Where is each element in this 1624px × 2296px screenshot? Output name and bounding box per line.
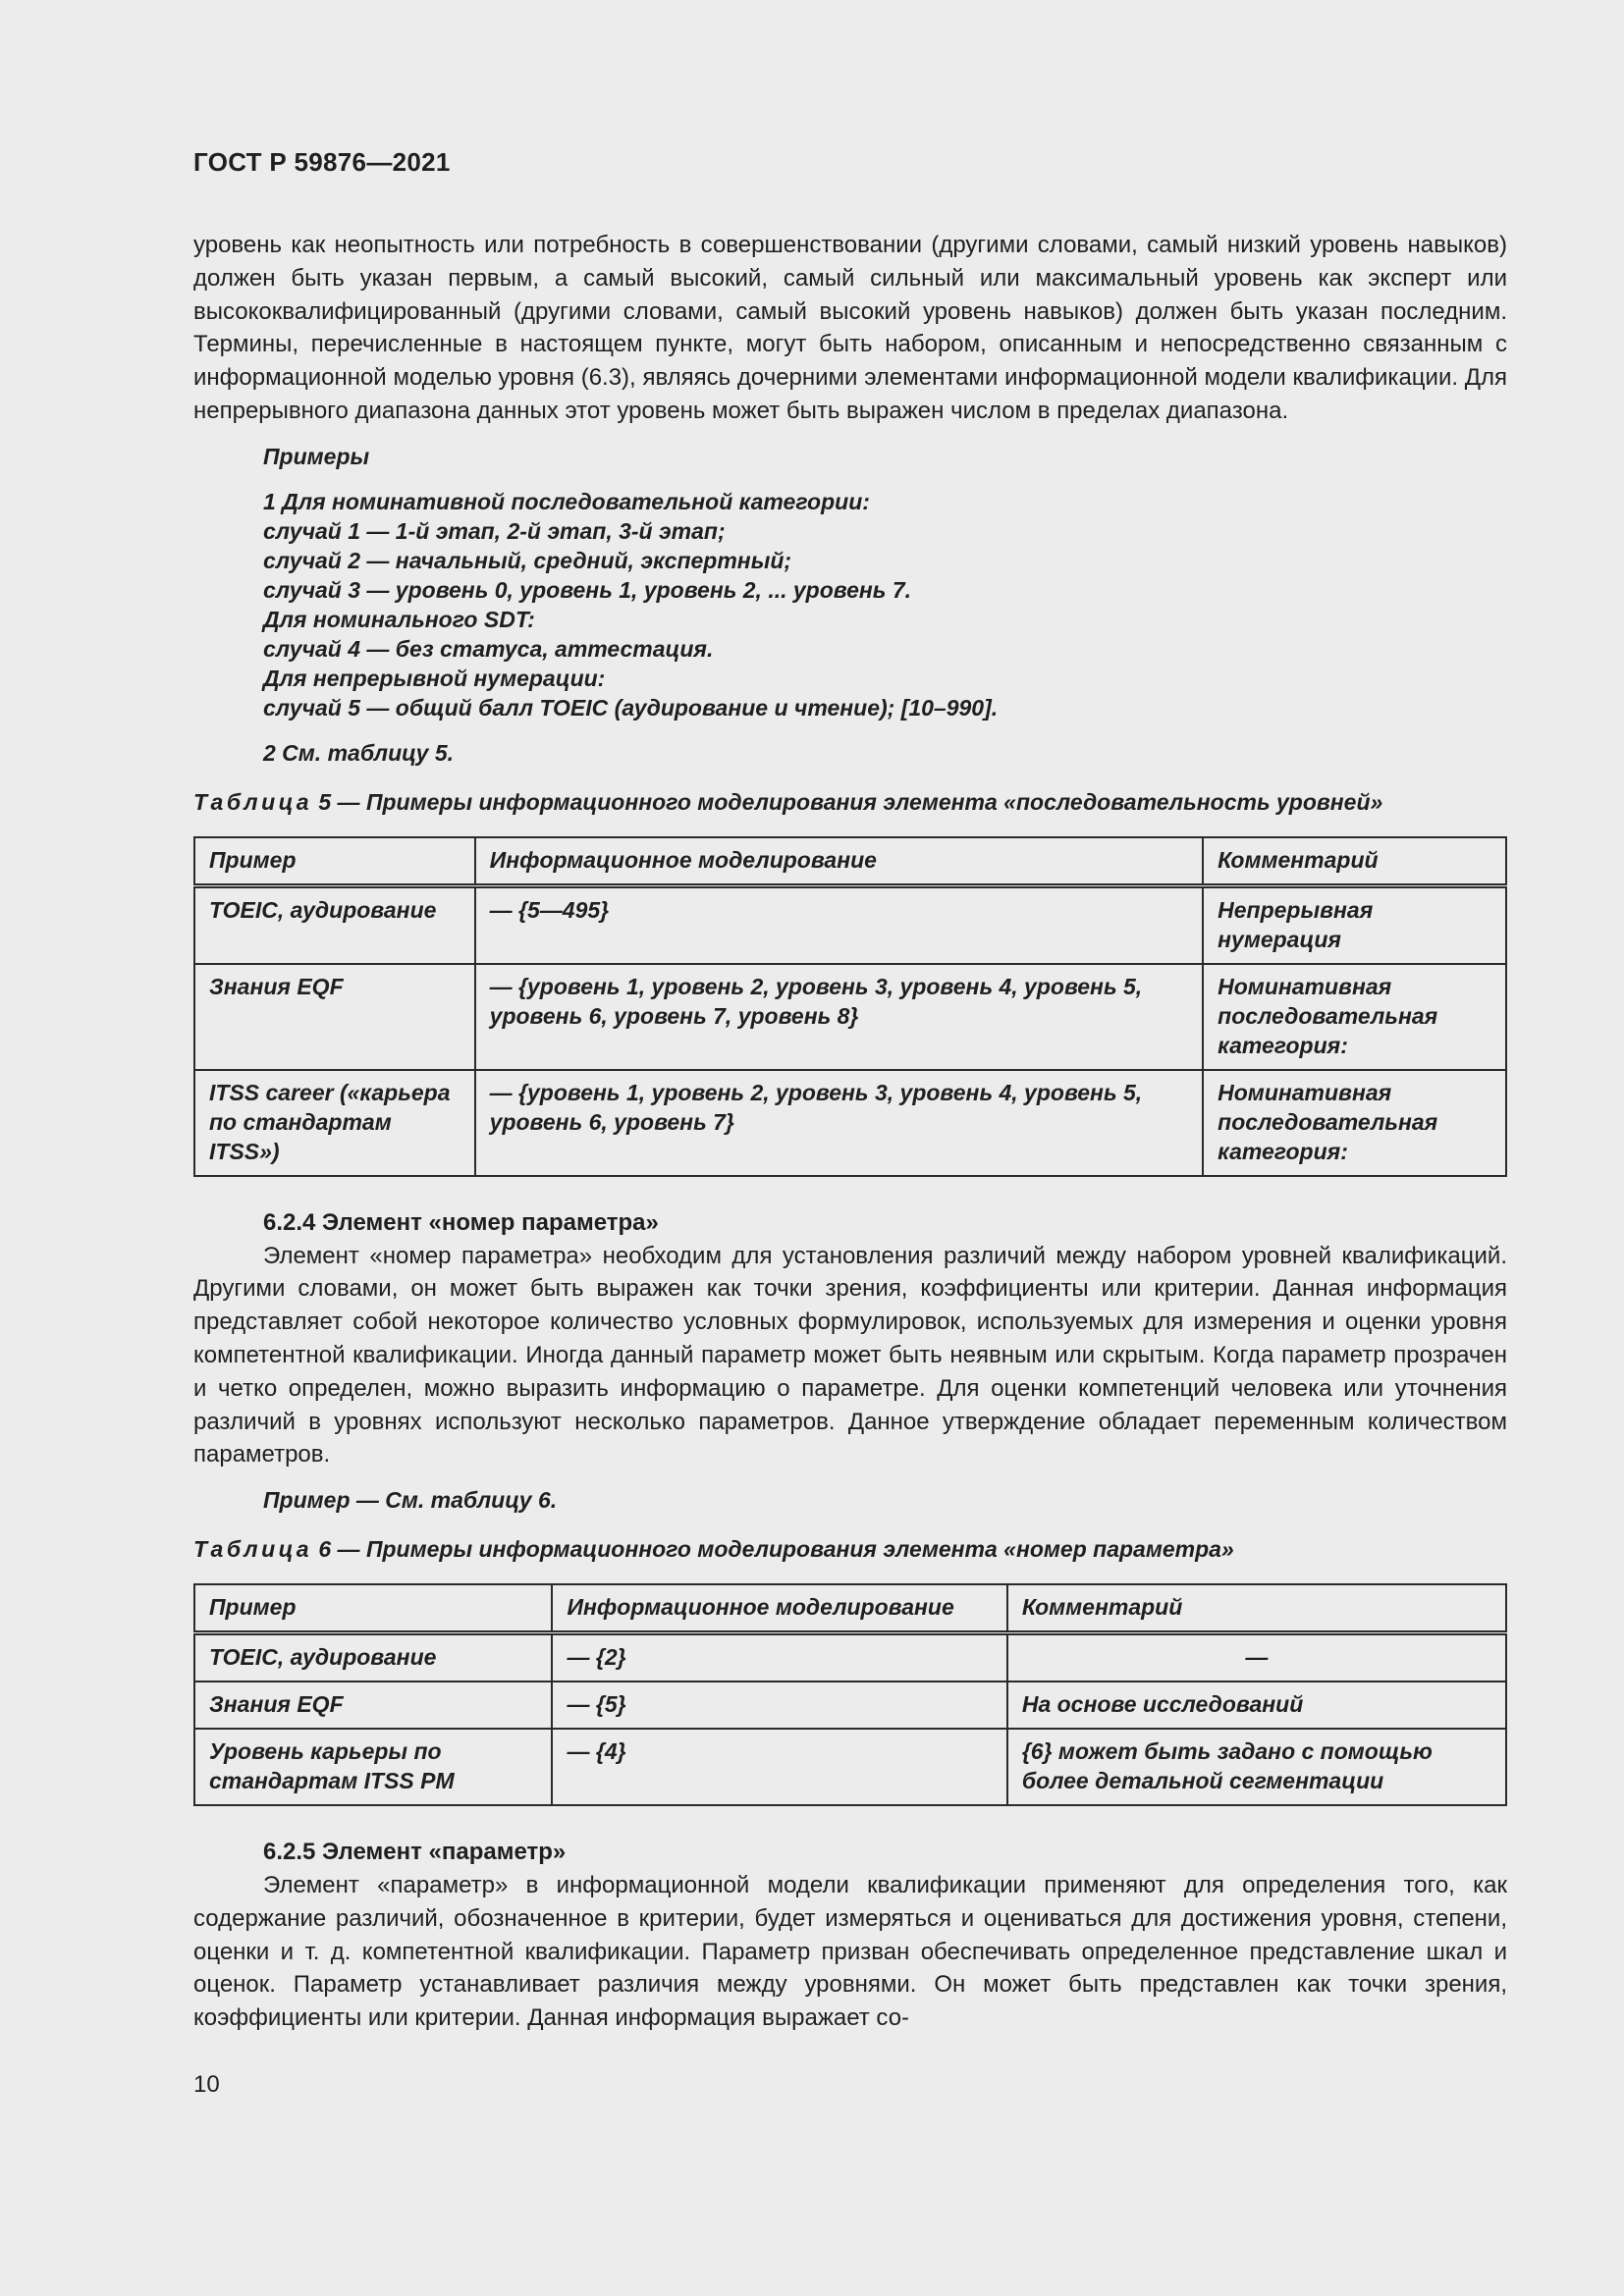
table-row (194, 1070, 1506, 1176)
table-cell: — (1007, 1633, 1506, 1682)
example-line: случай 3 — уровень 0, уровень 1, уровень 2, ... уровень 7. (263, 576, 912, 603)
table5-caption-text: 5 — Примеры информационного моделирования элемента «последовательность уровней» (311, 788, 1383, 815)
example-line: Для непрерывной нумерации: (263, 665, 606, 691)
section-6-2-5-heading: 6.2.5 Элемент «параметр» (263, 1839, 567, 1866)
intro-paragraph: уровень как неопытность или потребность в совершенствовании (другими словами, самый низкий уровень навыков) должен быть указан первым, а самый высокий, самый сильный или максимальный уровень как эксперт или высококвалифицированный (другими словами, самый высокий уровень навыков) должен быть указан последним. Термины, перечисленные в настоящем пункте, могут быть набором, описанным и непосредственно связанным с информационной моделью уровня (6.3), являясь дочерними элементами информационной модели квалификации. Для непрерывного диапазона данных этот уровень может быть выражен числом в пределах диапазона. (193, 232, 1507, 424)
document-page (193, 147, 1507, 2035)
table-row (194, 1633, 1506, 1682)
example-note-2: 2 См. таблицу 5. (263, 739, 455, 766)
table-header-row (194, 837, 1506, 886)
section-6-2-4-example: Пример — См. таблицу 6. (263, 1487, 558, 1514)
table-cell: ITSS career («карьера по стандартам ITSS») (194, 1070, 475, 1176)
example-line: Для номинального SDT: (263, 606, 535, 632)
table-row (194, 1729, 1506, 1805)
table-row (194, 1682, 1506, 1729)
table-cell: На основе исследований (1007, 1682, 1506, 1729)
table-cell: Номинативная последовательная категория: (1203, 964, 1506, 1070)
table-cell: Номинативная последовательная категория: (1203, 1070, 1506, 1176)
table6-caption-word: Таблица (193, 1536, 312, 1563)
table5-caption-word: Таблица (193, 788, 312, 815)
example-line: случай 4 — без статуса, аттестация. (263, 635, 714, 662)
column-header: Информационное моделирование (475, 837, 1203, 886)
table6 (193, 1583, 1507, 1806)
table5-caption (193, 787, 1507, 817)
table-cell: — {5} (552, 1682, 1006, 1729)
table-cell: Непрерывная нумерация (1203, 885, 1506, 964)
table6-caption (193, 1534, 1507, 1564)
page-number: 10 (193, 2071, 220, 2098)
examples-list (193, 487, 1507, 722)
table-cell: — {уровень 1, уровень 2, уровень 3, уровень 4, уровень 5, уровень 6, уровень 7} (475, 1070, 1203, 1176)
table-header-row (194, 1584, 1506, 1633)
table-cell: — {5—495} (475, 885, 1203, 964)
column-header: Комментарий (1007, 1584, 1506, 1633)
table-row (194, 885, 1506, 964)
table-cell: — {2} (552, 1633, 1006, 1682)
table5 (193, 836, 1507, 1177)
example-line: случай 1 — 1-й этап, 2-й этап, 3-й этап; (263, 517, 726, 544)
examples-title: Примеры (263, 443, 370, 469)
table-cell: TOEIC, аудирование (194, 885, 475, 964)
table-row (194, 964, 1506, 1070)
document-header: ГОСТ Р 59876—2021 (193, 147, 451, 177)
column-header: Информационное моделирование (552, 1584, 1006, 1633)
section-6-2-4-paragraph: Элемент «номер параметра» необходим для установления различий между набором уровней квалификаций. Другими словами, он может быть выражен как точки зрения, коэффициенты или критерии. Данная информация представляет собой некоторое количество условных формулировок, используемых для измерения и оценки уровня компетентной квалификации. Иногда данный параметр может быть неявным или скрытым. Когда параметр прозрачен и четко определен, можно выразить информацию о параметре. Для оценки компетенций человека или уточнения различий в уровнях используют несколько параметров. Данное утверждение обладает переменным количеством параметров. (193, 1242, 1507, 1468)
table-cell: — {уровень 1, уровень 2, уровень 3, уровень 4, уровень 5, уровень 6, уровень 7, уровень 8} (475, 964, 1203, 1070)
table-cell: Знания EQF (194, 964, 475, 1070)
example-line: случай 5 — общий балл TOEIC (аудирование и чтение); [10–990]. (263, 694, 999, 721)
table-cell: — {4} (552, 1729, 1006, 1805)
example-line: случай 2 — начальный, средний, экспертный; (263, 547, 792, 573)
column-header: Пример (194, 1584, 552, 1633)
table-cell: {6} может быть задано с помощью более детальной сегментации (1007, 1729, 1506, 1805)
table-cell: Знания EQF (194, 1682, 552, 1729)
table6-caption-text: 6 — Примеры информационного моделирования элемента «номер параметра» (311, 1536, 1234, 1563)
table-cell: TOEIC, аудирование (194, 1633, 552, 1682)
column-header: Пример (194, 837, 475, 886)
example-line: 1 Для номинативной последовательной категории: (263, 488, 870, 514)
table-cell: Уровень карьеры по стандартам ITSS PM (194, 1729, 552, 1805)
section-6-2-4-heading: 6.2.4 Элемент «номер параметра» (263, 1208, 659, 1236)
section-6-2-5-paragraph: Элемент «параметр» в информационной модели квалификации применяют для определения того, как содержание различий, обозначенное в критерии, будет измеряться и оцениваться для достижения уровня, степени, оценки и т. д. компетентной квалификации. Параметр призван обеспечивать определенное представление шкал и оценок. Параметр устанавливает различия между уровнями. Он может быть представлен как точки зрения, коэффициенты или критерии. Данная информация выражает со- (193, 1871, 1507, 2032)
column-header: Комментарий (1203, 837, 1506, 886)
